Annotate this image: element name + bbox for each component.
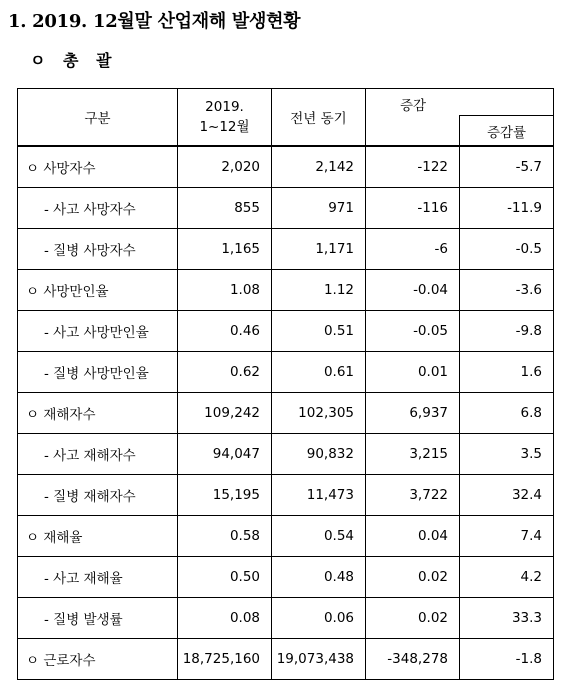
header-current-period: 1~12월 (199, 119, 250, 135)
header-change-label: 증감 (399, 98, 427, 114)
row-label: ㅇ 사망만인율 (18, 270, 178, 311)
header-row-top (18, 89, 554, 116)
table-row (18, 393, 554, 434)
cell-rate: -1.8 (460, 639, 554, 680)
cell-rate: 4.2 (460, 557, 554, 598)
cell-current: 2,020 (178, 146, 272, 188)
cell-change: -0.05 (366, 311, 460, 352)
row-label: - 질병 사망만인율 (18, 352, 178, 393)
cell-rate: -5.7 (460, 146, 554, 188)
table-row (18, 188, 554, 229)
row-label: - 질병 사망자수 (18, 229, 178, 270)
table-row (18, 311, 554, 352)
cell-rate: -3.6 (460, 270, 554, 311)
cell-previous: 2,142 (272, 146, 366, 188)
cell-current: 1.08 (178, 270, 272, 311)
cell-previous: 19,073,438 (272, 639, 366, 680)
cell-rate: 6.8 (460, 393, 554, 434)
cell-current: 0.46 (178, 311, 272, 352)
row-label: ㅇ 사망자수 (18, 146, 178, 188)
cell-rate: -9.8 (460, 311, 554, 352)
cell-change: -348,278 (366, 639, 460, 680)
header-change-rate: 증감률 (460, 116, 554, 147)
cell-previous: 971 (272, 188, 366, 229)
cell-change: -0.04 (366, 270, 460, 311)
cell-current: 855 (178, 188, 272, 229)
cell-change: -6 (366, 229, 460, 270)
cell-previous: 1.12 (272, 270, 366, 311)
cell-previous: 90,832 (272, 434, 366, 475)
header-change-spacer (366, 116, 460, 147)
cell-change: 0.02 (366, 557, 460, 598)
cell-change: -122 (366, 146, 460, 188)
cell-current: 0.58 (178, 516, 272, 557)
table-row (18, 270, 554, 311)
table-row (18, 475, 554, 516)
cell-previous: 0.61 (272, 352, 366, 393)
table-row (18, 352, 554, 393)
header-current (178, 89, 272, 147)
table-row (18, 598, 554, 639)
cell-current: 0.08 (178, 598, 272, 639)
header-current-year: 2019. (205, 99, 244, 115)
cell-rate: 32.4 (460, 475, 554, 516)
row-label: - 질병 발생률 (18, 598, 178, 639)
table-row (18, 557, 554, 598)
cell-rate: -0.5 (460, 229, 554, 270)
cell-current: 109,242 (178, 393, 272, 434)
cell-current: 0.62 (178, 352, 272, 393)
cell-change: 0.04 (366, 516, 460, 557)
cell-current: 0.50 (178, 557, 272, 598)
row-label: ㅇ 근로자수 (18, 639, 178, 680)
table-row (18, 516, 554, 557)
cell-current: 18,725,160 (178, 639, 272, 680)
section-subtitle: ㅇ 총 괄 (30, 51, 118, 70)
cell-change: 0.01 (366, 352, 460, 393)
table-row (18, 146, 554, 188)
cell-rate: 7.4 (460, 516, 554, 557)
cell-previous: 1,171 (272, 229, 366, 270)
header-category: 구분 (18, 89, 178, 147)
cell-change: -116 (366, 188, 460, 229)
header-previous: 전년 동기 (272, 89, 366, 147)
table-row (18, 434, 554, 475)
row-label: - 질병 재해자수 (18, 475, 178, 516)
cell-change: 3,215 (366, 434, 460, 475)
cell-previous: 0.06 (272, 598, 366, 639)
row-label: - 사고 재해자수 (18, 434, 178, 475)
row-label: - 사고 사망자수 (18, 188, 178, 229)
cell-change: 3,722 (366, 475, 460, 516)
cell-previous: 0.51 (272, 311, 366, 352)
header-change (366, 89, 554, 116)
cell-current: 15,195 (178, 475, 272, 516)
cell-current: 94,047 (178, 434, 272, 475)
row-label: ㅇ 재해율 (18, 516, 178, 557)
row-label: - 사고 사망만인율 (18, 311, 178, 352)
table-row (18, 639, 554, 680)
row-label: - 사고 재해율 (18, 557, 178, 598)
cell-rate: 33.3 (460, 598, 554, 639)
cell-previous: 0.48 (272, 557, 366, 598)
statistics-table (17, 88, 554, 680)
cell-change: 0.02 (366, 598, 460, 639)
cell-previous: 0.54 (272, 516, 366, 557)
cell-previous: 11,473 (272, 475, 366, 516)
cell-rate: 1.6 (460, 352, 554, 393)
cell-change: 6,937 (366, 393, 460, 434)
cell-previous: 102,305 (272, 393, 366, 434)
cell-current: 1,165 (178, 229, 272, 270)
row-label: ㅇ 재해자수 (18, 393, 178, 434)
cell-rate: 3.5 (460, 434, 554, 475)
cell-rate: -11.9 (460, 188, 554, 229)
table-row (18, 229, 554, 270)
document-title: 1. 2019. 12월말 산업재해 발생현황 (8, 11, 301, 32)
